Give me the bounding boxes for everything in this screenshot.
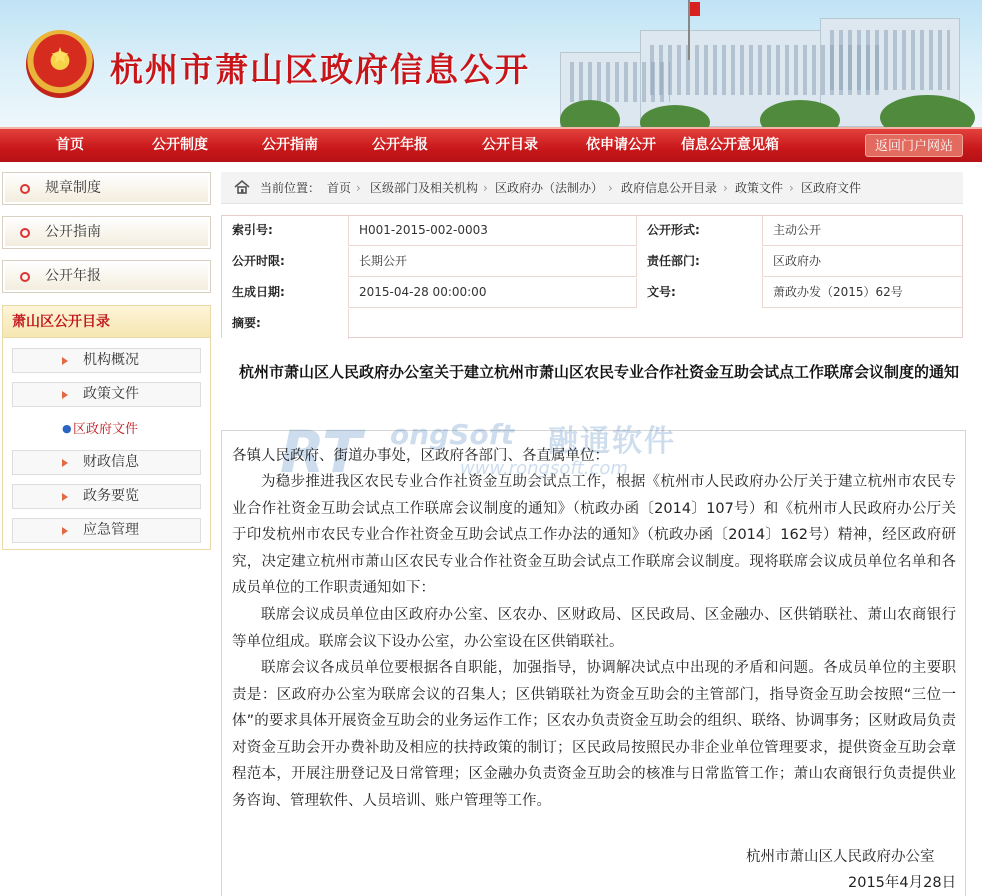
breadcrumb-separator: › (723, 181, 728, 195)
meta-label: 索引号: (222, 216, 348, 246)
meta-row (222, 216, 962, 246)
return-portal-button[interactable]: 返回门户网站 (865, 134, 963, 157)
catalog-title: 萧山区公开目录 (3, 306, 210, 338)
meta-value: 长期公开 (348, 247, 636, 277)
meta-row (222, 278, 962, 308)
breadcrumb-policy[interactable]: 政策文件 (735, 181, 784, 195)
arrow-right-icon (62, 391, 68, 399)
meta-value: 主动公开 (762, 216, 962, 246)
meta-label: 文号: (636, 278, 762, 308)
meta-row (222, 247, 962, 277)
nav-feedback-box[interactable]: 信息公开意见箱 (681, 137, 779, 153)
circle-bullet-icon (20, 272, 30, 282)
breadcrumb-separator: › (356, 181, 361, 195)
sidebar-item-label: 公开年报 (45, 268, 101, 284)
article-paragraph: 为稳步推进我区农民专业合作社资金互助会试点工作，根据《杭州市人民政府办公厅关于建立杭州市农民专业合作社资金互助会试点工作联席会议制度的通知》（杭政办函〔2014〕107号）和《杭州市人民政府办公厅关于印发杭州市农民专业合作社资金互助会试点工作办法的通知》（杭政办函〔2014〕162号）精神，经区政府研究，决定建立杭州市萧山区农民专业合作社资金互助会试点工作联席会议制度。现将联席会议成员单位名单和各成员单位的工作职责通知如下： (232, 474, 956, 596)
watermark-mark: RT (280, 418, 362, 486)
document-meta-table (221, 215, 963, 338)
breadcrumb (221, 172, 963, 204)
sidebar-item-label: 公开指南 (45, 224, 101, 240)
catalog-item-org-overview[interactable] (12, 348, 201, 373)
sidebar-item-label: 规章制度 (45, 180, 101, 196)
meta-value: 区政府办 (762, 247, 962, 277)
meta-value: 萧政办发（2015）62号 (762, 278, 962, 308)
catalog-subitem-district-docs[interactable]: 区政府文件 (73, 422, 139, 437)
main-nav (0, 127, 982, 162)
watermark-brand: ongSoft (390, 418, 515, 451)
circle-bullet-icon (20, 184, 30, 194)
meta-value (348, 309, 962, 339)
breadcrumb-home[interactable]: 首页 (327, 181, 352, 195)
catalog-item-label: 政务要览 (83, 488, 139, 504)
watermark-cn: 融通软件 (548, 424, 676, 459)
meta-label: 摘要: (222, 309, 348, 339)
bullet-icon: ● (62, 422, 72, 435)
flag-icon (690, 2, 700, 16)
catalog-item-emergency[interactable] (12, 518, 201, 543)
arrow-right-icon (62, 527, 68, 535)
header-banner (0, 0, 982, 127)
arrow-right-icon (62, 357, 68, 365)
signature-org: 杭州市萧山区人民政府办公室 (746, 849, 935, 865)
meta-label: 公开形式: (636, 216, 762, 246)
catalog-panel (2, 305, 211, 550)
meta-row (222, 309, 962, 339)
circle-bullet-icon (20, 228, 30, 238)
catalog-item-policy-docs[interactable] (12, 382, 201, 407)
article-title: 杭州市萧山区人民政府办公室关于建立杭州市萧山区农民专业合作社资金互助会试点工作联席会议制度的通知 (238, 363, 959, 381)
arrow-right-icon (62, 493, 68, 501)
breadcrumb-prefix: 当前位置： (260, 181, 321, 195)
catalog-item-finance-info[interactable] (12, 450, 201, 475)
breadcrumb-dept[interactable]: 区级部门及相关机构 (370, 181, 479, 195)
breadcrumb-separator: › (483, 181, 488, 195)
catalog-item-label: 政策文件 (83, 386, 139, 402)
breadcrumb-catalog[interactable]: 政府信息公开目录 (621, 181, 718, 195)
catalog-item-label: 机构概况 (83, 352, 139, 368)
article-paragraph: 联席会议成员单位由区政府办公室、区农办、区财政局、区民政局、区金融办、区供销联社、萧山农商银行等单位组成。联席会议下设办公室，办公室设在区供销联社。 (232, 607, 956, 650)
building-windows (570, 62, 670, 102)
article-salutation: 各镇人民政府、街道办事处，区政府各部门、各直属单位： (232, 448, 609, 464)
nav-apply-disclosure[interactable]: 依申请公开 (586, 137, 656, 153)
meta-label: 责任部门: (636, 247, 762, 277)
catalog-item-gov-affairs[interactable] (12, 484, 201, 509)
sidebar-item-annual-report[interactable] (2, 260, 211, 293)
site-title: 杭州市萧山区政府信息公开 (110, 50, 530, 89)
article-paragraph: 联席会议各成员单位要根据各自职能，加强指导，协调解决试点中出现的矛盾和问题。各成员单位的主要职责是：区政府办公室为联席会议的召集人；区供销联社为资金互助会的主管部门，指导资金互助会按照“三位一体”的要求具体开展资金互助会的业务运作工作；区农办负责资金互助会的组织、联络、协调事务；区财政局负责对资金互助会开办费补助及相应的扶持政策的制订；区民政局按照民办非企业单位管理要求，提供资金互助会章程范本，开展注册登记及日常管理；区金融办负责资金互助会的核准与日常监管工作；萧山农商银行负责提供业务咨询、管理软件、人员培训、账户管理等工作。 (232, 660, 956, 809)
meta-value: H001-2015-002-0003 (348, 216, 636, 246)
signature-date: 2015年4月28日 (848, 875, 957, 891)
building-windows (830, 30, 950, 90)
catalog-item-label: 应急管理 (83, 522, 139, 538)
home-icon (234, 179, 250, 195)
sidebar-item-regulations[interactable] (2, 172, 211, 205)
national-emblem-icon: ★ (26, 30, 94, 98)
catalog-item-label: 财政信息 (83, 454, 139, 470)
watermark-url: www.rongsoft.com (460, 458, 628, 479)
meta-label: 公开时限: (222, 247, 348, 277)
breadcrumb-office[interactable]: 区政府办（法制办） (495, 181, 604, 195)
nav-disclosure-catalog[interactable]: 公开目录 (482, 137, 538, 153)
breadcrumb-current[interactable]: 区政府文件 (801, 181, 862, 195)
meta-label: 生成日期: (222, 278, 348, 308)
meta-value: 2015-04-28 00:00:00 (348, 278, 636, 308)
breadcrumb-separator: › (789, 181, 794, 195)
arrow-right-icon (62, 459, 68, 467)
breadcrumb-separator: › (608, 181, 613, 195)
nav-disclosure-system[interactable]: 公开制度 (152, 137, 208, 153)
sidebar-item-guide[interactable] (2, 216, 211, 249)
nav-disclosure-guide[interactable]: 公开指南 (262, 137, 318, 153)
nav-home[interactable]: 首页 (56, 137, 84, 153)
nav-annual-report[interactable]: 公开年报 (372, 137, 428, 153)
